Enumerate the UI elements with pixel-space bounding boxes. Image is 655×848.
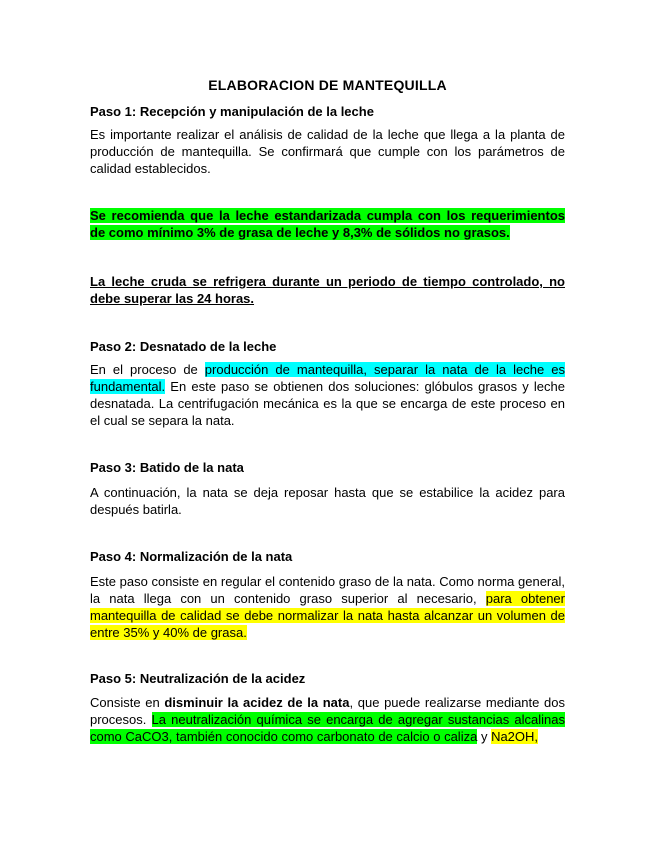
step4-text-a: Este paso consiste en regular el contenido graso de la nata. Como norma general, la nata llega con un contenido graso superior al necesario, [90, 574, 565, 606]
step4-highlight: para obtener mantequilla de calidad se debe normalizar la nata hasta alcanzar un volumen de entre 35% y 40% de grasa. [90, 591, 565, 640]
step4-heading: Paso 4: Normalización de la nata [90, 549, 293, 564]
step1-refrigeration-note: La leche cruda se refrigera durante un periodo de tiempo controlado, no debe superar las 24 horas. [90, 274, 565, 306]
step5-yellow-highlight: Na2OH, [491, 729, 539, 744]
step2-text-b: En este paso se obtienen dos soluciones: glóbulos grasos y leche desnatada. La centrifugación mecánica es la que se encarga de este proceso en el cual se separa la nata. [90, 379, 565, 428]
step5-green-highlight: La neutralización química se encarga de agregar sustancias alcalinas como CaCO3, también conocido como carbonato de calcio o caliza [90, 712, 565, 744]
step5-text-a: Consiste en [90, 695, 165, 710]
step2-highlight: producción de mantequilla, separar la nata de la leche es fundamental. [90, 362, 565, 394]
step5-bold-text: disminuir la acidez de la nata [164, 695, 350, 710]
step2-text-a: En el proceso de [90, 362, 205, 377]
document-title: ELABORACION DE MANTEQUILLA [208, 77, 447, 93]
step5-heading: Paso 5: Neutralización de la acidez [90, 671, 306, 686]
step5-paragraph [90, 694, 565, 745]
step1-recommendation-highlight: Se recomienda que la leche estandarizada cumpla con los requerimientos de como mínimo 3% de grasa de leche y 8,3% de sólidos no grasos. [90, 208, 565, 240]
step3-heading: Paso 3: Batido de la nata [90, 460, 244, 475]
step5-text-b: , que puede realizarse mediante dos procesos. [90, 695, 565, 727]
step1-recommendation [90, 207, 565, 241]
step3-paragraph: A continuación, la nata se deja reposar hasta que se estabilice la acidez para después batirla. [90, 485, 565, 517]
step1-heading: Paso 1: Recepción y manipulación de la leche [90, 104, 374, 119]
step1-paragraph: Es importante realizar el análisis de calidad de la leche que llega a la planta de producción de mantequilla. Se confirmará que cumple con los parámetros de calidad establecidos. [90, 127, 565, 176]
step2-heading: Paso 2: Desnatado de la leche [90, 339, 277, 354]
step5-text-c: y [477, 729, 492, 744]
step2-paragraph [90, 361, 565, 429]
step4-paragraph [90, 573, 565, 641]
